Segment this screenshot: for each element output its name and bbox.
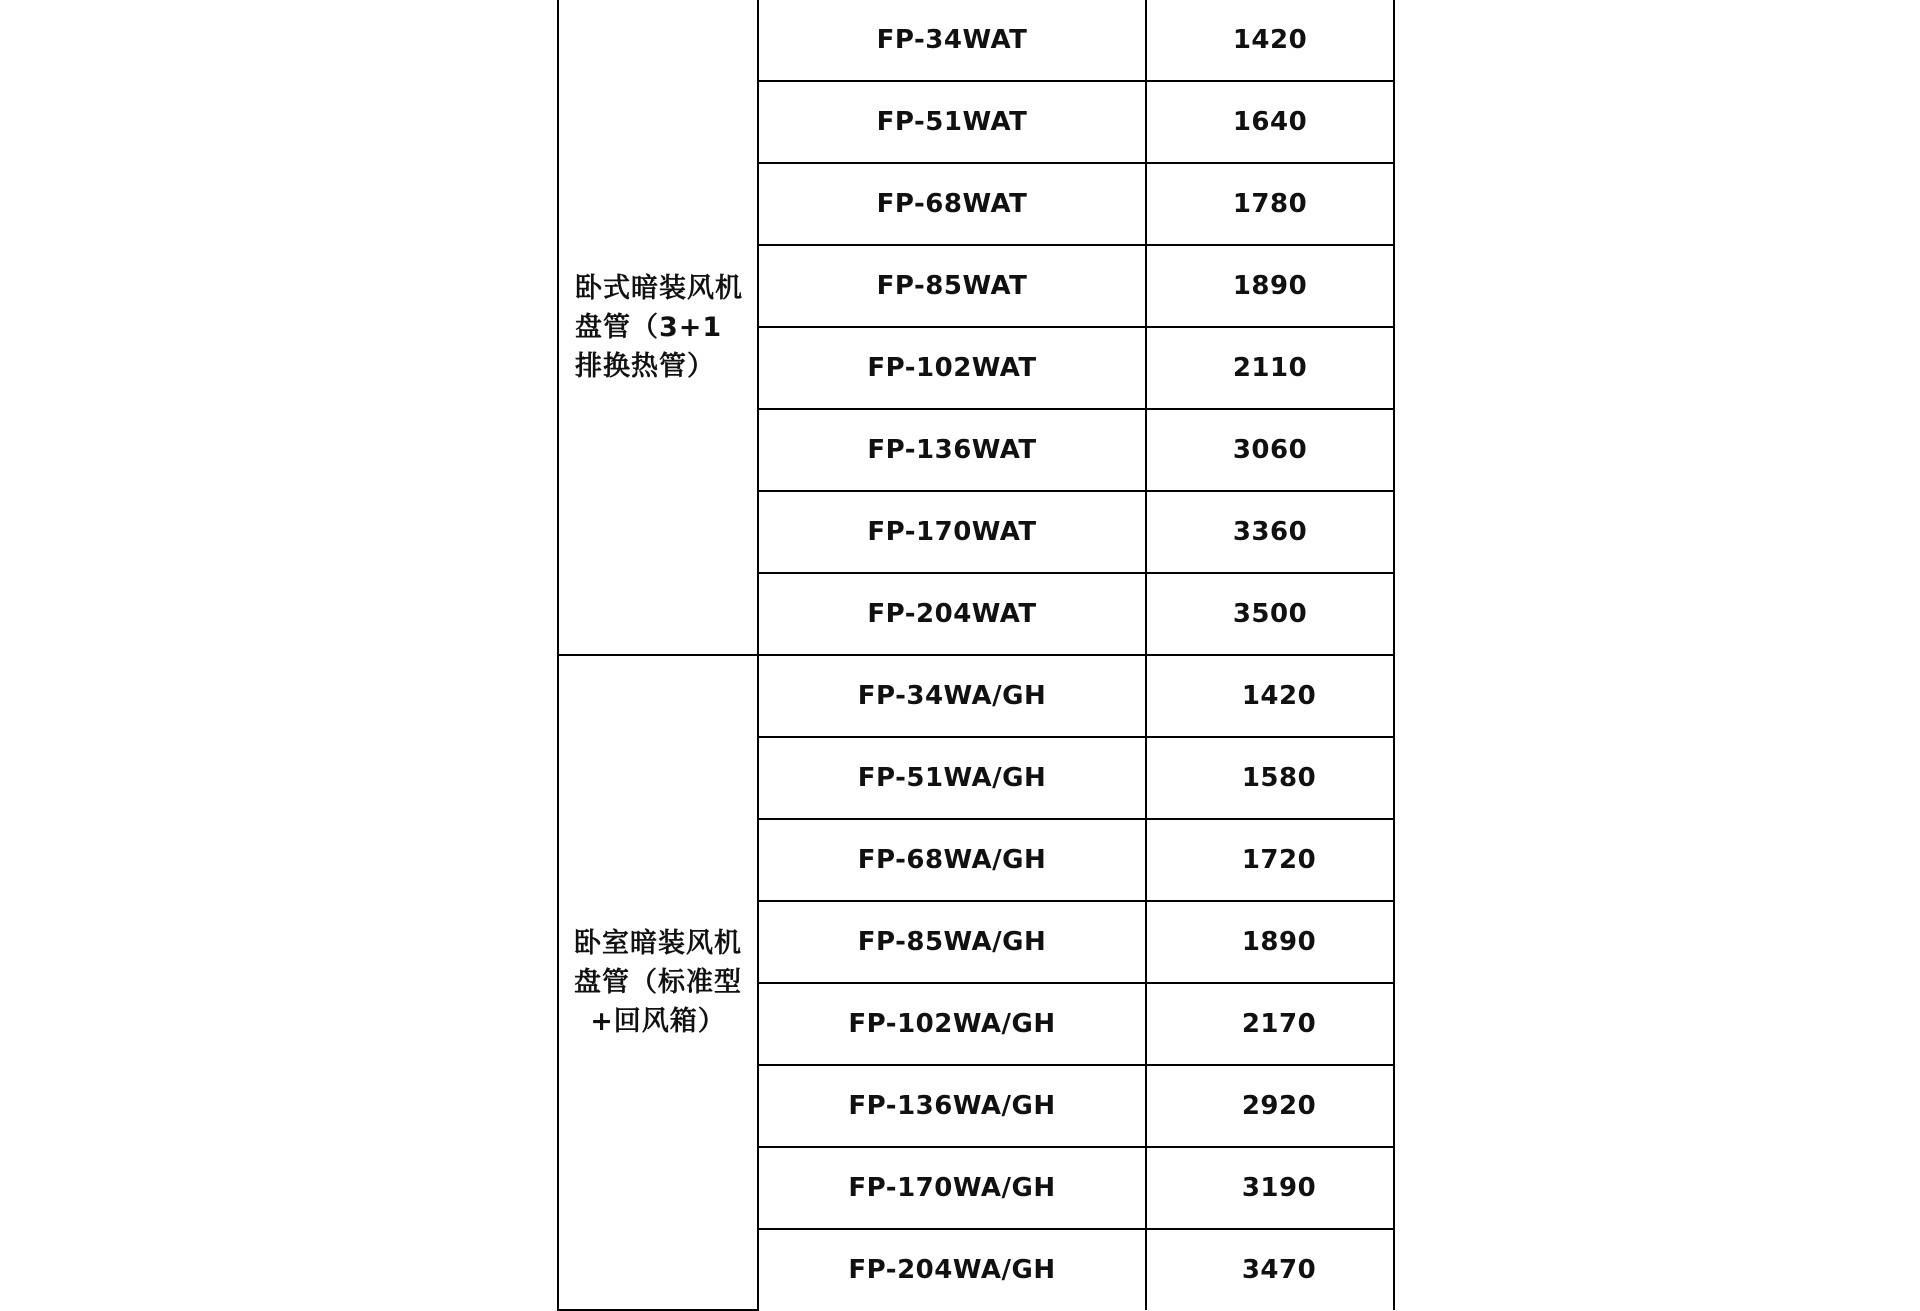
price-cell: 1420 [1146, 655, 1394, 737]
price-cell: 3500 [1146, 573, 1394, 655]
group-label-horizontal-concealed-3plus1: 卧式暗装风机盘管（3+1排换热管） [558, 0, 758, 655]
model-cell: FP-85WAT [758, 245, 1146, 327]
model-cell: FP-136WA/GH [758, 1065, 1146, 1147]
price-cell: 1890 [1146, 245, 1394, 327]
price-cell: 1580 [1146, 737, 1394, 819]
price-cell: 2170 [1146, 983, 1394, 1065]
model-cell: FP-204WAT [758, 573, 1146, 655]
price-cell: 1780 [1146, 163, 1394, 245]
model-cell: FP-51WAT [758, 81, 1146, 163]
model-cell: FP-136WAT [758, 409, 1146, 491]
model-cell: FP-34WAT [758, 0, 1146, 81]
table-row [558, 0, 1394, 81]
price-cell: 3470 [1146, 1229, 1394, 1310]
model-cell: FP-102WAT [758, 327, 1146, 409]
model-cell: FP-68WA/GH [758, 819, 1146, 901]
price-cell: 1420 [1146, 0, 1394, 81]
price-cell: 2110 [1146, 327, 1394, 409]
price-cell: 3360 [1146, 491, 1394, 573]
model-cell: FP-170WAT [758, 491, 1146, 573]
price-cell: 1890 [1146, 901, 1394, 983]
model-cell: FP-102WA/GH [758, 983, 1146, 1065]
model-cell: FP-170WA/GH [758, 1147, 1146, 1229]
price-cell: 1640 [1146, 81, 1394, 163]
group-label-bedroom-concealed-standard-return: 卧室暗装风机盘管（标准型+回风箱） [558, 655, 758, 1310]
table-body [558, 0, 1394, 1310]
model-cell: FP-34WA/GH [758, 655, 1146, 737]
price-table-container [557, 0, 1393, 1311]
model-cell: FP-51WA/GH [758, 737, 1146, 819]
price-table [557, 0, 1395, 1311]
model-cell: FP-68WAT [758, 163, 1146, 245]
model-cell: FP-85WA/GH [758, 901, 1146, 983]
price-cell: 2920 [1146, 1065, 1394, 1147]
price-cell: 1720 [1146, 819, 1394, 901]
table-row [558, 655, 1394, 737]
price-cell: 3060 [1146, 409, 1394, 491]
price-cell: 3190 [1146, 1147, 1394, 1229]
model-cell: FP-204WA/GH [758, 1229, 1146, 1310]
